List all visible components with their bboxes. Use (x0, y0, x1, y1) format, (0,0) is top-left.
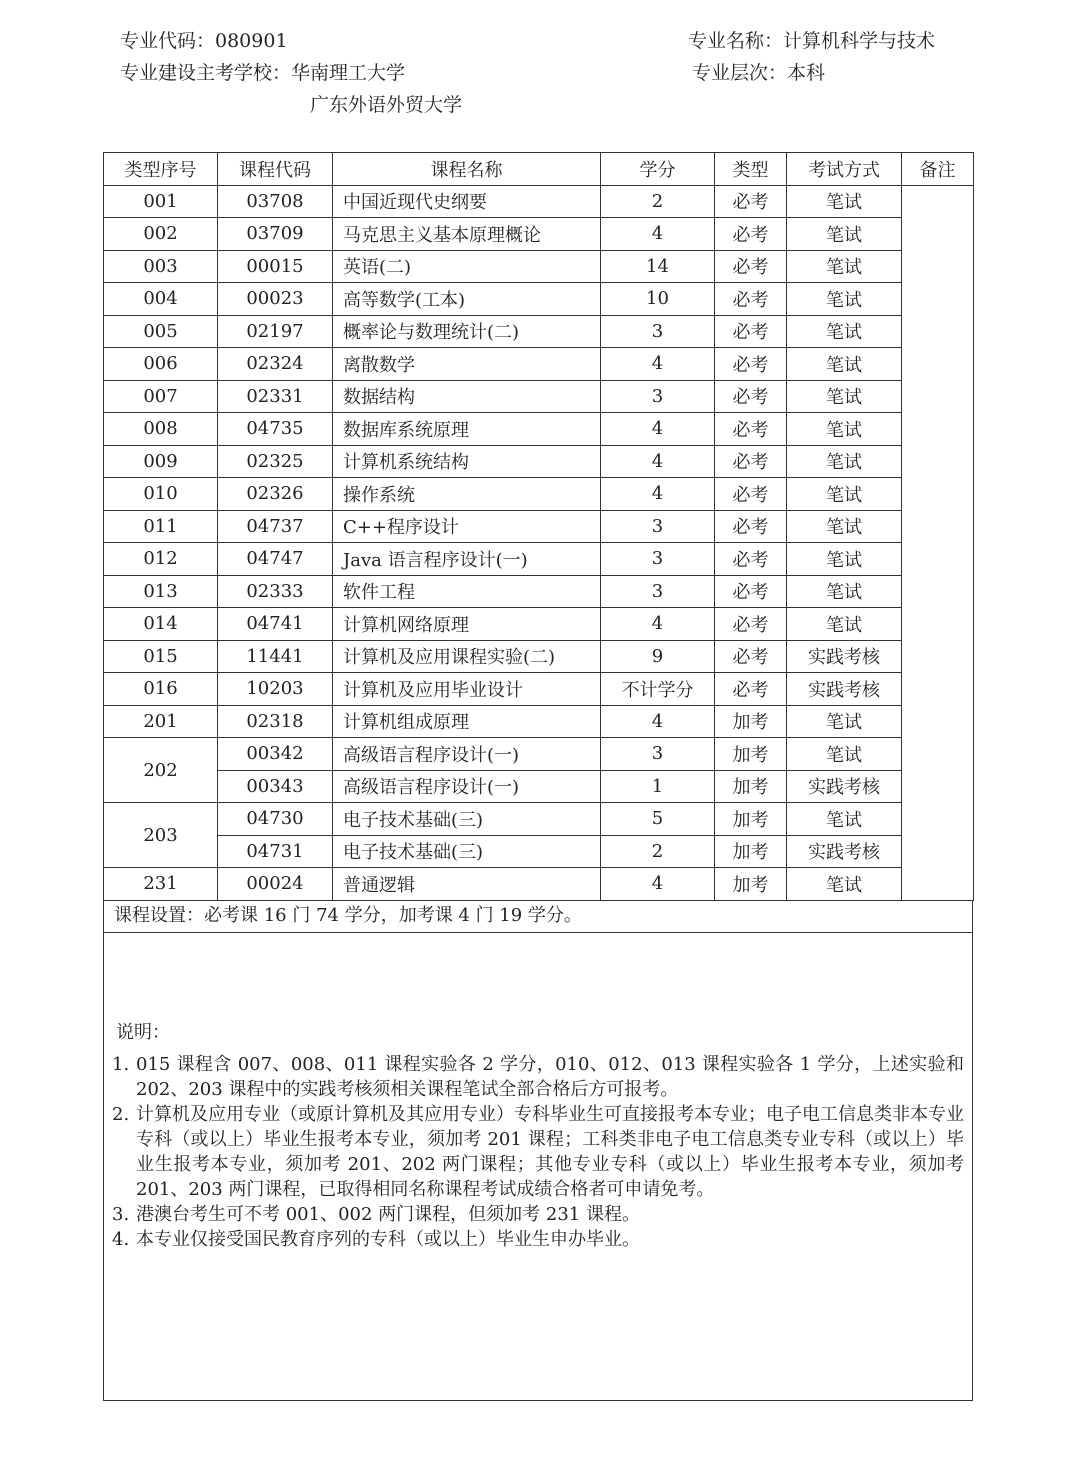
cell-type: 必考 (715, 543, 787, 576)
cell-exam: 笔试 (787, 250, 902, 283)
cell-exam: 笔试 (787, 218, 902, 251)
course-table-body (104, 185, 974, 900)
cell-code: 00342 (218, 738, 333, 771)
cell-type: 必考 (715, 640, 787, 673)
cell-type: 必考 (715, 510, 787, 543)
cell-seq: 010 (104, 478, 218, 511)
table-row (104, 185, 974, 218)
cell-credits: 不计学分 (601, 673, 715, 706)
cell-credits: 4 (601, 445, 715, 478)
cell-type: 必考 (715, 185, 787, 218)
cell-exam: 笔试 (787, 575, 902, 608)
course-summary: 课程设置：必考课 16 门 74 学分，加考课 4 门 19 学分。 (103, 900, 973, 933)
cell-seq: 203 (104, 803, 218, 868)
cell-exam: 实践考核 (787, 640, 902, 673)
cell-name: 计算机系统结构 (333, 445, 601, 478)
cell-exam: 笔试 (787, 380, 902, 413)
cell-code: 00023 (218, 283, 333, 316)
cell-exam: 笔试 (787, 283, 902, 316)
cell-credits: 14 (601, 250, 715, 283)
notes-title: 说明： (116, 1022, 170, 1043)
cell-exam: 笔试 (787, 185, 902, 218)
cell-credits: 1 (601, 770, 715, 803)
table-row (104, 803, 974, 836)
note-item (112, 1052, 964, 1102)
cell-name: 高等数学(工本) (333, 283, 601, 316)
cell-code: 03708 (218, 185, 333, 218)
cell-type: 必考 (715, 608, 787, 641)
cell-type: 必考 (715, 315, 787, 348)
cell-exam: 笔试 (787, 738, 902, 771)
cell-code: 04735 (218, 413, 333, 446)
table-row (104, 380, 974, 413)
cell-credits: 4 (601, 608, 715, 641)
cell-code: 03709 (218, 218, 333, 251)
cell-credits: 4 (601, 868, 715, 901)
cell-credits: 5 (601, 803, 715, 836)
cell-name: 离散数学 (333, 348, 601, 381)
cell-code: 02324 (218, 348, 333, 381)
cell-name: 数据结构 (333, 380, 601, 413)
cell-seq: 007 (104, 380, 218, 413)
table-row (104, 835, 974, 868)
table-row (104, 250, 974, 283)
table-row (104, 315, 974, 348)
cell-seq: 005 (104, 315, 218, 348)
cell-exam: 实践考核 (787, 835, 902, 868)
cell-name: 计算机组成原理 (333, 705, 601, 738)
cell-credits: 3 (601, 380, 715, 413)
cell-credits: 4 (601, 348, 715, 381)
table-row (104, 348, 974, 381)
table-row (104, 673, 974, 706)
cell-code: 02325 (218, 445, 333, 478)
cell-type: 加考 (715, 738, 787, 771)
note-number: 3. (112, 1204, 130, 1225)
cell-seq: 004 (104, 283, 218, 316)
table-row (104, 413, 974, 446)
cell-type: 必考 (715, 445, 787, 478)
table-row (104, 770, 974, 803)
cell-credits: 2 (601, 185, 715, 218)
cell-code: 00024 (218, 868, 333, 901)
cell-seq: 012 (104, 543, 218, 576)
cell-credits: 10 (601, 283, 715, 316)
table-row (104, 575, 974, 608)
cell-name: 计算机网络原理 (333, 608, 601, 641)
cell-code: 04731 (218, 835, 333, 868)
col-header-type: 类型 (715, 153, 787, 186)
cell-type: 加考 (715, 835, 787, 868)
col-header-code: 课程代码 (218, 153, 333, 186)
cell-code: 04741 (218, 608, 333, 641)
note-text: 港澳台考生可不考 001、002 两门课程，但须加考 231 课程。 (136, 1204, 640, 1225)
cell-remarks (902, 185, 974, 900)
major-code: 专业代码：080901 (120, 30, 288, 52)
table-row (104, 738, 974, 771)
cell-exam: 实践考核 (787, 770, 902, 803)
cell-seq: 201 (104, 705, 218, 738)
course-table (103, 152, 974, 901)
table-row (104, 608, 974, 641)
col-header-exam: 考试方式 (787, 153, 902, 186)
cell-code: 04737 (218, 510, 333, 543)
cell-seq: 003 (104, 250, 218, 283)
cell-credits: 3 (601, 738, 715, 771)
cell-code: 00343 (218, 770, 333, 803)
cell-type: 必考 (715, 380, 787, 413)
cell-name: 计算机及应用课程实验(二) (333, 640, 601, 673)
note-text: 本专业仅接受国民教育序列的专科（或以上）毕业生申办毕业。 (136, 1229, 640, 1250)
cell-name: 英语(二) (333, 250, 601, 283)
table-row (104, 640, 974, 673)
cell-type: 加考 (715, 868, 787, 901)
table-row (104, 510, 974, 543)
cell-type: 必考 (715, 413, 787, 446)
cell-exam: 实践考核 (787, 673, 902, 706)
cell-name: 电子技术基础(三) (333, 835, 601, 868)
cell-name: 软件工程 (333, 575, 601, 608)
note-number: 4. (112, 1229, 130, 1250)
major-level: 专业层次：本科 (692, 62, 826, 84)
cell-credits: 4 (601, 705, 715, 738)
cell-code: 04747 (218, 543, 333, 576)
cell-seq: 231 (104, 868, 218, 901)
note-text: 计算机及应用专业（或原计算机及其应用专业）专科毕业生可直接报考本专业；电子电工信息类非本专业专科（或以上）毕业生报考本专业，须加考 201 课程；工科类非电子电工信息类专业专科（或以上）毕业生报考本专业，须加考 201、202 两门课程；其他专业专科（或以上）毕业生报考本专业，须加考 201、203 两门课程，已取得相同名称课程考试成绩合格者可申请免考。 (136, 1104, 964, 1200)
cell-seq: 014 (104, 608, 218, 641)
cell-exam: 笔试 (787, 543, 902, 576)
note-number: 1. (112, 1054, 130, 1075)
cell-name: 普通逻辑 (333, 868, 601, 901)
cell-name: 高级语言程序设计(一) (333, 738, 601, 771)
col-header-name: 课程名称 (333, 153, 601, 186)
cell-exam: 笔试 (787, 510, 902, 543)
cell-seq: 013 (104, 575, 218, 608)
table-row (104, 478, 974, 511)
cell-credits: 4 (601, 478, 715, 511)
table-row (104, 445, 974, 478)
cell-name: Java 语言程序设计(一) (333, 543, 601, 576)
cell-exam: 笔试 (787, 608, 902, 641)
cell-code: 11441 (218, 640, 333, 673)
cell-seq: 008 (104, 413, 218, 446)
cell-seq: 015 (104, 640, 218, 673)
cell-seq: 002 (104, 218, 218, 251)
cell-seq: 006 (104, 348, 218, 381)
cell-code: 02197 (218, 315, 333, 348)
cell-code: 02333 (218, 575, 333, 608)
cell-code: 10203 (218, 673, 333, 706)
col-header-remarks: 备注 (902, 153, 974, 186)
col-header-seq: 类型序号 (104, 153, 218, 186)
cell-credits: 4 (601, 218, 715, 251)
cell-exam: 笔试 (787, 705, 902, 738)
cell-code: 02331 (218, 380, 333, 413)
cell-type: 加考 (715, 705, 787, 738)
cell-seq: 001 (104, 185, 218, 218)
cell-name: 电子技术基础(三) (333, 803, 601, 836)
cell-credits: 3 (601, 315, 715, 348)
cell-type: 必考 (715, 250, 787, 283)
table-header-row (104, 153, 974, 186)
cell-type: 必考 (715, 283, 787, 316)
cell-name: 数据库系统原理 (333, 413, 601, 446)
cell-type: 必考 (715, 348, 787, 381)
cell-seq: 011 (104, 510, 218, 543)
cell-seq: 009 (104, 445, 218, 478)
note-text: 015 课程含 007、008、011 课程实验各 2 学分，010、012、013 课程实验各 1 学分，上述实验和 202、203 课程中的实践考核须相关课程笔试全部合格后方可报考。 (136, 1054, 964, 1100)
cell-code: 02318 (218, 705, 333, 738)
cell-type: 必考 (715, 673, 787, 706)
cell-name: 概率论与数理统计(二) (333, 315, 601, 348)
cell-type: 必考 (715, 575, 787, 608)
cell-type: 必考 (715, 218, 787, 251)
cell-type: 加考 (715, 803, 787, 836)
note-item (112, 1227, 964, 1252)
table-row (104, 705, 974, 738)
cell-credits: 4 (601, 413, 715, 446)
notes-list (112, 1052, 964, 1252)
cell-name: 中国近现代史纲要 (333, 185, 601, 218)
exam-schools-label: 专业建设主考学校：华南理工大学 (120, 62, 406, 84)
cell-exam: 笔试 (787, 868, 902, 901)
cell-credits: 3 (601, 510, 715, 543)
cell-code: 00015 (218, 250, 333, 283)
table-row (104, 283, 974, 316)
cell-seq: 016 (104, 673, 218, 706)
cell-exam: 笔试 (787, 803, 902, 836)
exam-school-second: 广东外语外贸大学 (310, 94, 463, 116)
cell-credits: 2 (601, 835, 715, 868)
cell-exam: 笔试 (787, 478, 902, 511)
cell-exam: 笔试 (787, 413, 902, 446)
notes-section (103, 932, 973, 1401)
table-row (104, 543, 974, 576)
cell-name: 高级语言程序设计(一) (333, 770, 601, 803)
major-name: 专业名称：计算机科学与技术 (688, 30, 936, 52)
cell-type: 必考 (715, 478, 787, 511)
cell-type: 加考 (715, 770, 787, 803)
cell-exam: 笔试 (787, 348, 902, 381)
cell-exam: 笔试 (787, 315, 902, 348)
cell-credits: 3 (601, 543, 715, 576)
table-row (104, 218, 974, 251)
cell-name: 马克思主义基本原理概论 (333, 218, 601, 251)
table-row (104, 868, 974, 901)
note-item (112, 1202, 964, 1227)
cell-exam: 笔试 (787, 445, 902, 478)
note-item (112, 1102, 964, 1202)
cell-name: 计算机及应用毕业设计 (333, 673, 601, 706)
cell-seq: 202 (104, 738, 218, 803)
cell-name: C++程序设计 (333, 510, 601, 543)
cell-code: 04730 (218, 803, 333, 836)
cell-name: 操作系统 (333, 478, 601, 511)
cell-credits: 3 (601, 575, 715, 608)
note-number: 2. (112, 1104, 130, 1125)
cell-credits: 9 (601, 640, 715, 673)
cell-code: 02326 (218, 478, 333, 511)
col-header-credits: 学分 (601, 153, 715, 186)
